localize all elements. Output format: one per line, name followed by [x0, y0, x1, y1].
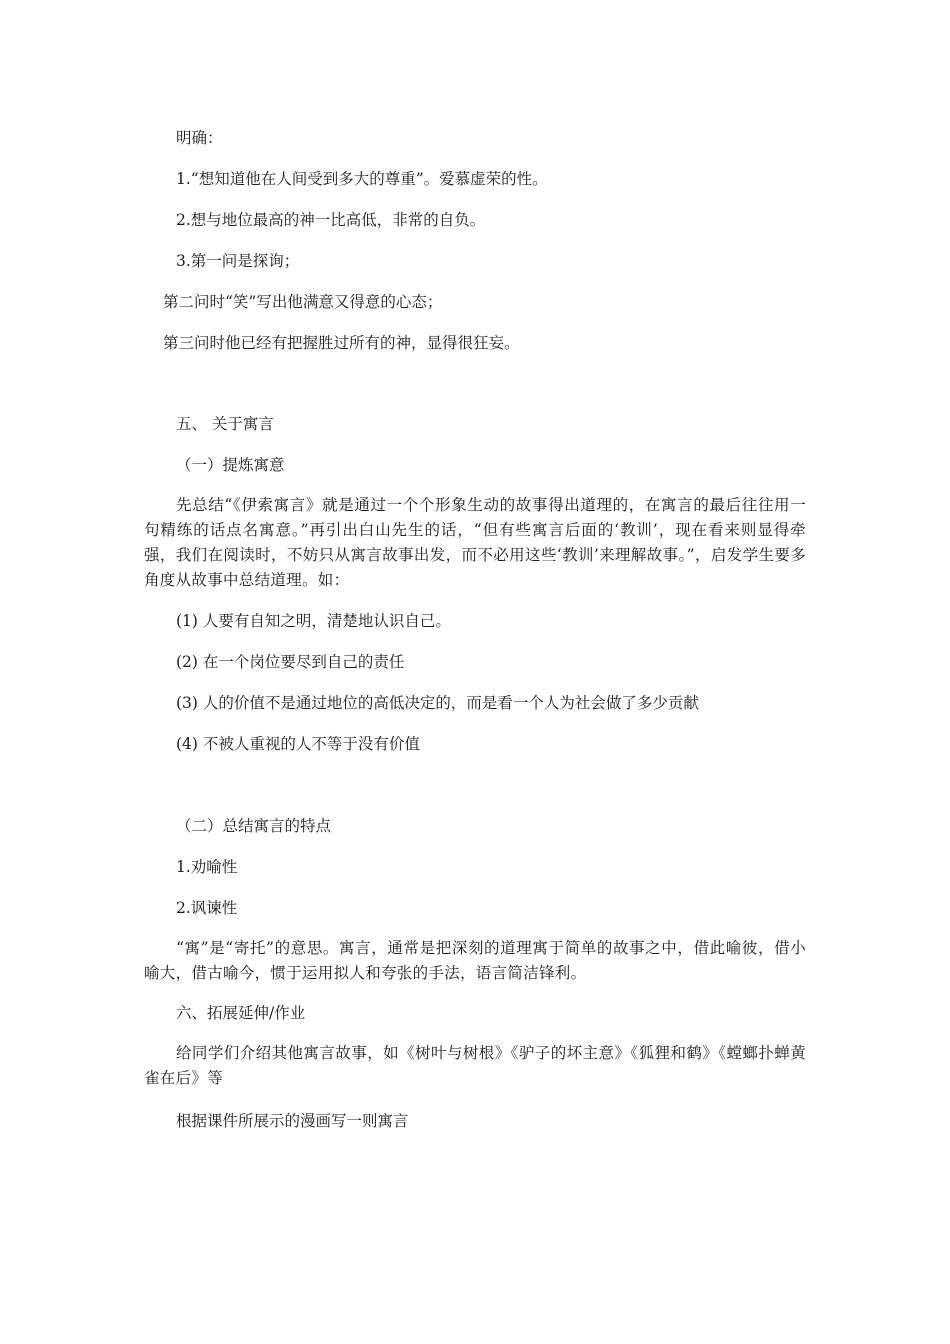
answer-item-1: 1.“想知道他在人间受到多大的尊重”。爱慕虚荣的性。	[176, 170, 548, 188]
subsection1-heading: （一）提炼寓意	[176, 456, 285, 474]
trait-item-2: 2.讽谏性	[176, 899, 238, 917]
section5-heading: 五、 关于寓言	[176, 415, 274, 433]
trait-item-1: 1.劝喻性	[176, 858, 238, 876]
moral-item-4: (4) 不被人重视的人不等于没有价值	[176, 735, 420, 753]
moral-item-1: (1) 人要有自知之明，清楚地认识自己。	[176, 612, 451, 630]
homework-paragraph: 给同学们介绍其他寓言故事，如《树叶与树根》《驴子的坏主意》《狐狸和鹤》《螳螂扑蝉黄雀在后》等	[144, 1044, 806, 1087]
answer-item-5: 第三问时他已经有把握胜过所有的神，显得很狂妄。	[163, 334, 520, 352]
answer-item-4: 第二问时“笑”写出他满意又得意的心态；	[163, 293, 443, 311]
subsection2-heading: （二）总结寓言的特点	[176, 817, 332, 835]
moral-item-3: (3) 人的价值不是通过地位的高低决定的，而是看一个人为社会做了多少贡献	[176, 694, 699, 712]
subsection1-paragraph: 先总结“《伊索寓言》就是通过一个个形象生动的故事得出道理的，在寓言的最后往往用一句精练的话点名寓意。”再引出白山先生的话，“但有些寓言后面的‘教训’，现在看来则显得牵强，我们在阅读时，不妨只从寓言故事出发，而不必用这些‘教训’来理解故事。”，启发学生要多角度从故事中总结道理。如：	[144, 496, 806, 589]
section6-heading: 六、拓展延伸/作业	[176, 1004, 306, 1022]
trait-paragraph: “寓”是“寄托”的意思。寓言，通常是把深刻的道理寓于简单的故事之中，借此喻彼，借小喻大，借古喻今，惯于运用拟人和夸张的手法，语言简洁锋利。	[144, 939, 806, 982]
moral-item-2: (2) 在一个岗位要尽到自己的责任	[176, 653, 405, 671]
clarify-label: 明确：	[176, 129, 223, 147]
answer-item-2: 2.想与地位最高的神一比高低，非常的自负。	[176, 211, 486, 229]
answer-item-3: 3.第一问是探询；	[176, 252, 300, 270]
homework-last-line: 根据课件所展示的漫画写一则寓言	[176, 1112, 409, 1130]
